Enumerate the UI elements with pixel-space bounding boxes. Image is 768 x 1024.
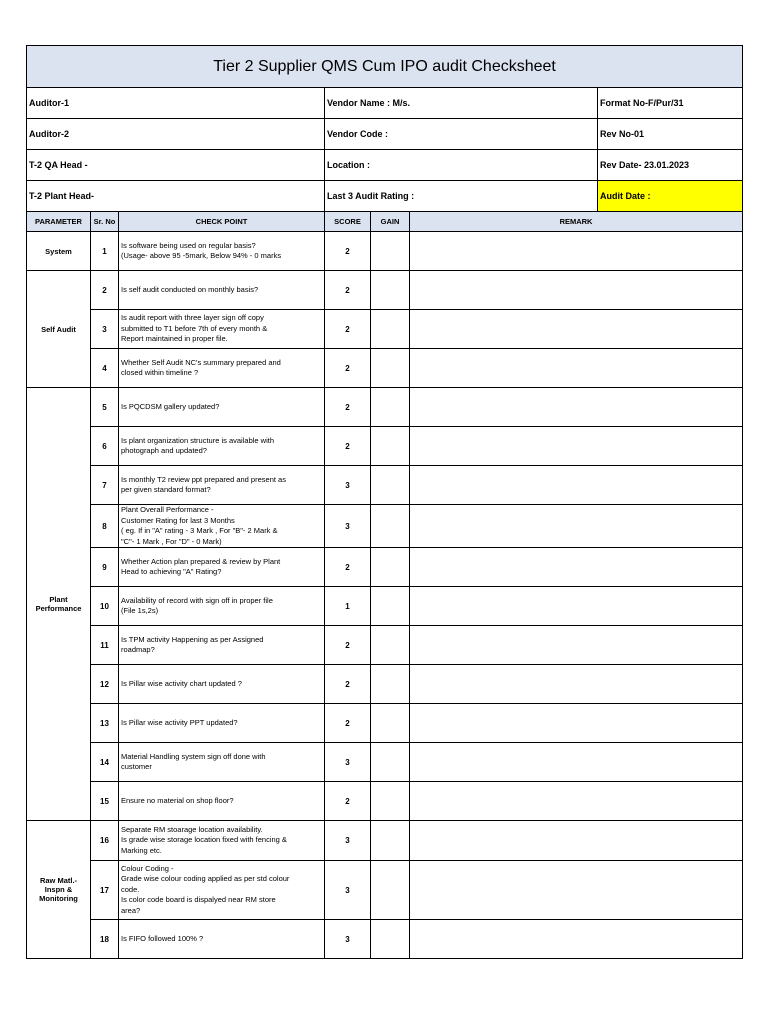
sr-no-cell: 3 xyxy=(91,310,119,349)
score-cell: 2 xyxy=(325,427,371,466)
gain-cell[interactable] xyxy=(371,349,410,388)
gain-cell[interactable] xyxy=(371,388,410,427)
audit-checksheet xyxy=(26,45,743,959)
score-cell: 3 xyxy=(325,861,371,920)
remark-cell[interactable] xyxy=(410,920,743,959)
gain-cell[interactable] xyxy=(371,548,410,587)
sr-no-cell: 1 xyxy=(91,232,119,271)
check-point-cell: Plant Overall Performance - Customer Rating for last 3 Months ( eg. If in "A" rating - 3 Mark , For "B"- 2 Mark & "C"- 1 Mark , For "D" - 0 Mark) xyxy=(119,505,325,548)
table-row xyxy=(27,466,743,505)
auditor-2-field: Auditor-2 xyxy=(27,119,325,150)
remark-cell[interactable] xyxy=(410,821,743,861)
remark-cell[interactable] xyxy=(410,466,743,505)
column-header-sr-no: Sr. No xyxy=(91,212,119,232)
score-cell: 3 xyxy=(325,505,371,548)
parameter-raw-matl: Raw Matl.- Inspn & Monitoring xyxy=(27,821,91,959)
check-point-cell: Whether Self Audit NC's summary prepared and closed within timeline ? xyxy=(119,349,325,388)
column-header-check-point: CHECK POINT xyxy=(119,212,325,232)
column-header-parameter: PARAMETER xyxy=(27,212,91,232)
sr-no-cell: 4 xyxy=(91,349,119,388)
sr-no-cell: 16 xyxy=(91,821,119,861)
check-point-cell: Availability of record with sign off in proper file (File 1s,2s) xyxy=(119,587,325,626)
sr-no-cell: 9 xyxy=(91,548,119,587)
check-point-cell: Is audit report with three layer sign off copy submitted to T1 before 7th of every month & Report maintained in proper file. xyxy=(119,310,325,349)
gain-cell[interactable] xyxy=(371,626,410,665)
auditor-1-field: Auditor-1 xyxy=(27,88,325,119)
sr-no-cell: 7 xyxy=(91,466,119,505)
sr-no-cell: 8 xyxy=(91,505,119,548)
gain-cell[interactable] xyxy=(371,271,410,310)
location-field: Location : xyxy=(325,150,598,181)
table-row xyxy=(27,310,743,349)
sr-no-cell: 12 xyxy=(91,665,119,704)
table-row xyxy=(27,821,743,861)
table-row xyxy=(27,920,743,959)
sr-no-cell: 14 xyxy=(91,743,119,782)
check-point-cell: Is software being used on regular basis? (Usage- above 95 -5mark, Below 94% - 0 marks xyxy=(119,232,325,271)
score-cell: 2 xyxy=(325,232,371,271)
remark-cell[interactable] xyxy=(410,349,743,388)
table-row xyxy=(27,587,743,626)
score-cell: 2 xyxy=(325,271,371,310)
check-point-cell: Ensure no material on shop floor? xyxy=(119,782,325,821)
check-point-cell: Separate RM stoarage location availability. Is grade wise storage location fixed with fencing & Marking etc. xyxy=(119,821,325,861)
check-point-cell: Is Pillar wise activity PPT updated? xyxy=(119,704,325,743)
sr-no-cell: 13 xyxy=(91,704,119,743)
score-cell: 1 xyxy=(325,587,371,626)
gain-cell[interactable] xyxy=(371,427,410,466)
gain-cell[interactable] xyxy=(371,861,410,920)
sr-no-cell: 18 xyxy=(91,920,119,959)
gain-cell[interactable] xyxy=(371,505,410,548)
qa-head-field: T-2 QA Head - xyxy=(27,150,325,181)
score-cell: 3 xyxy=(325,743,371,782)
gain-cell[interactable] xyxy=(371,665,410,704)
table-row xyxy=(27,271,743,310)
sr-no-cell: 15 xyxy=(91,782,119,821)
table-row xyxy=(27,349,743,388)
table-row xyxy=(27,861,743,920)
table-row xyxy=(27,704,743,743)
check-point-cell: Is PQCDSM gallery updated? xyxy=(119,388,325,427)
sr-no-cell: 17 xyxy=(91,861,119,920)
score-cell: 2 xyxy=(325,665,371,704)
gain-cell[interactable] xyxy=(371,743,410,782)
remark-cell[interactable] xyxy=(410,232,743,271)
remark-cell[interactable] xyxy=(410,505,743,548)
table-row xyxy=(27,232,743,271)
remark-cell[interactable] xyxy=(410,271,743,310)
score-cell: 2 xyxy=(325,548,371,587)
vendor-name-field: Vendor Name : M/s. xyxy=(325,88,598,119)
check-point-cell: Is self audit conducted on monthly basis? xyxy=(119,271,325,310)
parameter-system: System xyxy=(27,232,91,271)
score-cell: 2 xyxy=(325,349,371,388)
sr-no-cell: 2 xyxy=(91,271,119,310)
table-row xyxy=(27,743,743,782)
rev-date-field: Rev Date- 23.01.2023 xyxy=(598,150,743,181)
gain-cell[interactable] xyxy=(371,704,410,743)
remark-cell[interactable] xyxy=(410,704,743,743)
column-header-remark: REMARK xyxy=(410,212,743,232)
column-header-score: SCORE xyxy=(325,212,371,232)
table-row xyxy=(27,427,743,466)
check-point-cell: Is monthly T2 review ppt prepared and present as per given standard format? xyxy=(119,466,325,505)
score-cell: 3 xyxy=(325,466,371,505)
checksheet-table xyxy=(26,45,743,959)
score-cell: 3 xyxy=(325,920,371,959)
check-point-cell: Colour Coding - Grade wise colour coding applied as per std colour code. Is color code board is dispalyed near RM store area? xyxy=(119,861,325,920)
gain-cell[interactable] xyxy=(371,466,410,505)
sr-no-cell: 5 xyxy=(91,388,119,427)
column-header-gain: GAIN xyxy=(371,212,410,232)
check-point-cell: Material Handling system sign off done with customer xyxy=(119,743,325,782)
remark-cell[interactable] xyxy=(410,626,743,665)
remark-cell[interactable] xyxy=(410,665,743,704)
page-title: Tier 2 Supplier QMS Cum IPO audit Checksheet xyxy=(27,46,743,88)
remark-cell[interactable] xyxy=(410,310,743,349)
rev-no-field: Rev No-01 xyxy=(598,119,743,150)
table-row xyxy=(27,388,743,427)
score-cell: 3 xyxy=(325,821,371,861)
remark-cell[interactable] xyxy=(410,587,743,626)
parameter-self-audit: Self Audit xyxy=(27,271,91,388)
gain-cell[interactable] xyxy=(371,587,410,626)
table-row xyxy=(27,626,743,665)
sr-no-cell: 10 xyxy=(91,587,119,626)
score-cell: 2 xyxy=(325,626,371,665)
score-cell: 2 xyxy=(325,388,371,427)
score-cell: 2 xyxy=(325,782,371,821)
check-point-cell: Is TPM activity Happening as per Assigned roadmap? xyxy=(119,626,325,665)
table-row xyxy=(27,782,743,821)
table-row xyxy=(27,665,743,704)
gain-cell[interactable] xyxy=(371,920,410,959)
gain-cell[interactable] xyxy=(371,310,410,349)
remark-cell[interactable] xyxy=(410,782,743,821)
check-point-cell: Is Pillar wise activity chart updated ? xyxy=(119,665,325,704)
parameter-plant-performance: Plant Performance xyxy=(27,388,91,821)
column-header-row xyxy=(27,212,743,232)
score-cell: 2 xyxy=(325,310,371,349)
score-cell: 2 xyxy=(325,704,371,743)
remark-cell[interactable] xyxy=(410,861,743,920)
check-point-cell: Is FIFO followed 100% ? xyxy=(119,920,325,959)
table-row xyxy=(27,548,743,587)
audit-date-field: Audit Date : xyxy=(598,181,743,212)
sr-no-cell: 11 xyxy=(91,626,119,665)
check-point-cell: Whether Action plan prepared & review by Plant Head to achieving "A" Rating? xyxy=(119,548,325,587)
gain-cell[interactable] xyxy=(371,232,410,271)
remark-cell[interactable] xyxy=(410,388,743,427)
plant-head-field: T-2 Plant Head- xyxy=(27,181,325,212)
table-row xyxy=(27,505,743,548)
remark-cell[interactable] xyxy=(410,548,743,587)
vendor-code-field: Vendor Code : xyxy=(325,119,598,150)
sr-no-cell: 6 xyxy=(91,427,119,466)
remark-cell[interactable] xyxy=(410,743,743,782)
remark-cell[interactable] xyxy=(410,427,743,466)
check-point-cell: Is plant organization structure is available with photograph and updated? xyxy=(119,427,325,466)
format-no-field: Format No-F/Pur/31 xyxy=(598,88,743,119)
gain-cell[interactable] xyxy=(371,782,410,821)
last-audit-rating-field: Last 3 Audit Rating : xyxy=(325,181,598,212)
gain-cell[interactable] xyxy=(371,821,410,861)
